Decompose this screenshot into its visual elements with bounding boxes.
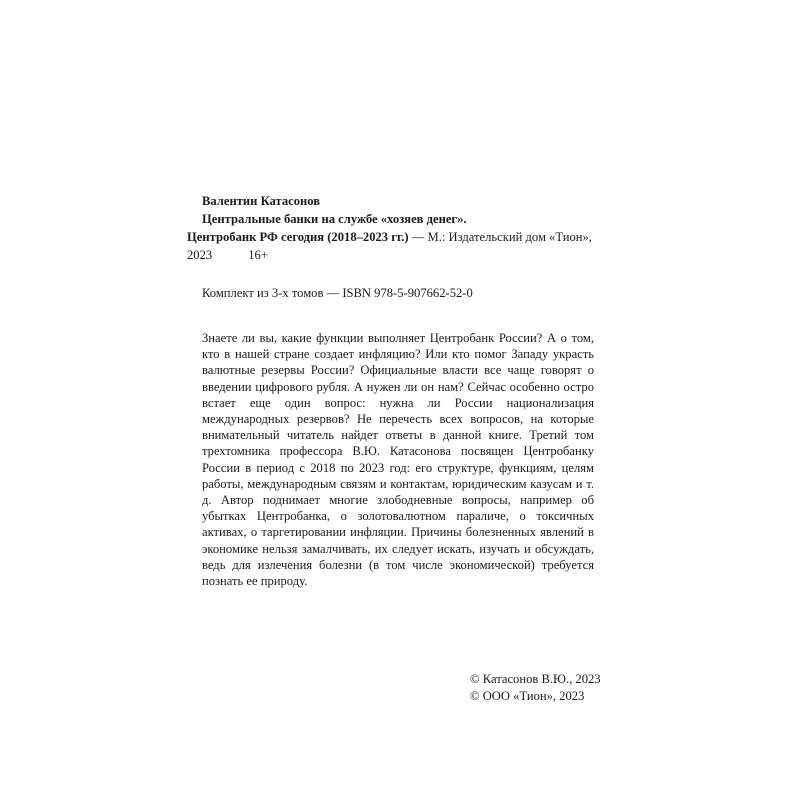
- volume-title: Центробанк РФ сегодня (2018–2023 гг.): [187, 230, 409, 244]
- age-rating: 16+: [248, 248, 268, 262]
- annotation-paragraph: Знаете ли вы, какие функции выполняет Центробанк России? А о том, кто в нашей стране создает инфляцию? Или кто помог Западу украсть валютные резервы России? Официальные власти все чаще говорят о введении цифрового рубля. А нужен ли он нам? Сейчас особенно остро встает еще один вопрос: нужна ли России национализация международных резервов? Не перечесть всех вопросов, на которые внимательный читатель найдет ответы в данной книге. Третий том трехтомника профессора В.Ю. Катасонова посвящен Центробанку России в период с 2018 по 2023 год: его структуре, функциям, целям работы, международным связям и контактам, юридическим казусам и т. д. Автор поднимает многие злободневные вопросы, например об убытках Центробанка, о золотовалютном параличе, о токсичных активах, о таргетировании инфляции. Причины болезненных явлений в экономике нельзя замалчивать, их следует искать, изучать и обсуждать, ведь для излечения болезни (в том числе экономической) требуется познать ее природу.: [202, 331, 594, 589]
- year-line: [187, 247, 268, 263]
- copyright-author: © Катасонов В.Ю., 2023: [470, 672, 601, 686]
- publication-year: 2023: [187, 248, 213, 262]
- publisher-info: — М.: Издательский дом «Тион»,: [408, 230, 592, 244]
- isbn-line: Комплект из 3-х томов — ISBN 978-5-907662-52-0: [202, 286, 473, 300]
- author-name: Валентин Катасонов: [202, 194, 321, 208]
- series-title: Центральные банки на службе «хозяев денег».: [202, 212, 467, 226]
- copyright-publisher: © ООО «Тион», 2023: [470, 689, 585, 703]
- volume-line: [187, 229, 592, 245]
